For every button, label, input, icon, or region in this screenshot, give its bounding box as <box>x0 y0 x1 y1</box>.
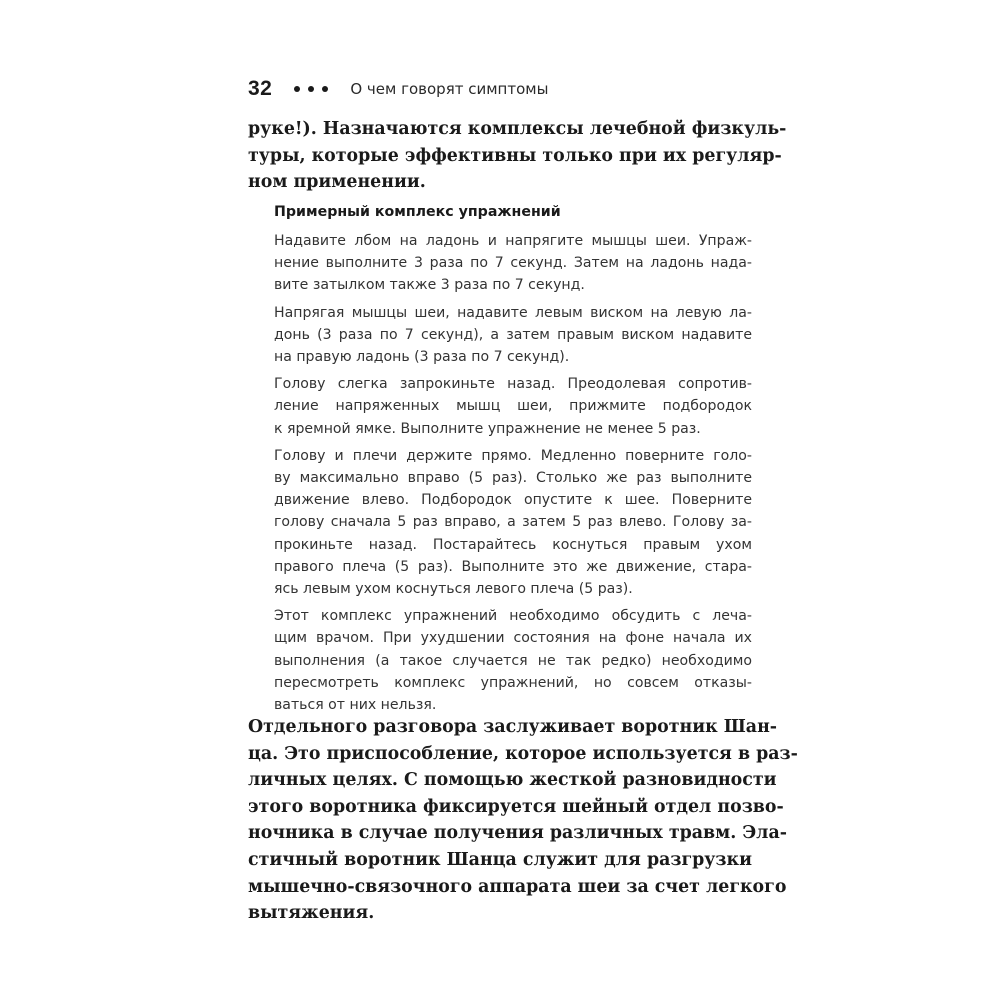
text-line: к яремной ямке. Выполните упражнение не менее 5 раз. <box>274 420 701 437</box>
text-line: Голову и плечи держите прямо. Медленно поверните голо- <box>274 447 752 464</box>
dot-icon <box>308 86 314 92</box>
exercise-paragraph <box>274 230 752 297</box>
text-line: ваться от них нельзя. <box>274 697 437 714</box>
text-line: выполнения (а такое случается не так редко) необходимо <box>274 652 752 669</box>
running-title: О чем говорят симптомы <box>350 80 549 98</box>
exercise-box-title: Примерный комплекс упражнений <box>274 204 561 220</box>
text-line: движение влево. Подбородок опустите к шее. Поверните <box>274 492 752 509</box>
paragraph-top <box>248 116 787 196</box>
exercise-paragraph <box>274 302 752 369</box>
text-line: Этот комплекс упражнений необходимо обсудить с леча- <box>274 608 752 625</box>
exercise-paragraph <box>274 373 752 440</box>
text-line: прокиньте назад. Постарайтесь коснуться правым ухом <box>274 536 752 553</box>
text-line: ночника в случае получения различных травм. Эла- <box>248 823 787 844</box>
dot-icon <box>294 86 300 92</box>
text-line: на правую ладонь (3 раза по 7 секунд). <box>274 349 570 366</box>
exercise-paragraph <box>274 445 752 600</box>
text-line: вытяжения. <box>248 903 375 924</box>
text-line: голову сначала 5 раз вправо, а затем 5 раз влево. Голову за- <box>274 514 752 531</box>
text-line: Напрягая мышцы шеи, надавите левым виском на левую ла- <box>274 304 752 321</box>
text-line: этого воротника фиксируется шейный отдел позво- <box>248 796 784 817</box>
text-line: донь (3 раза по 7 секунд), а затем правым виском надавите <box>274 326 752 343</box>
text-line: Отдельного разговора заслуживает воротник Шан- <box>248 717 778 737</box>
text-line: правого плеча (5 раз). Выполните это же движение, стара- <box>274 558 752 575</box>
text-line: пересмотреть комплекс упражнений, но совсем отказы- <box>274 674 752 691</box>
text-line: нение выполните 3 раза по 7 секунд. Затем на ладонь нада- <box>274 255 752 272</box>
text-line: туры, которые эффективны только при их регуляр- <box>248 145 782 166</box>
running-head <box>248 74 548 104</box>
text-line: вите затылком также 3 раза по 7 секунд. <box>274 277 585 294</box>
text-line: ца. Это приспособление, которое используется в раз- <box>248 743 798 764</box>
text-line: личных целях. С помощью жесткой разновидности <box>248 770 777 791</box>
text-line: щим врачом. При ухудшении состояния на фоне начала их <box>274 630 752 647</box>
text-line: ление напряженных мышц шеи, прижмите подбородок <box>274 398 752 415</box>
text-line: Голову слегка запрокиньте назад. Преодолевая сопротив- <box>274 376 752 393</box>
page-number: 32 <box>248 77 273 100</box>
paragraph-bottom <box>248 714 798 927</box>
separator-dots-icon <box>294 86 328 92</box>
dot-icon <box>322 86 328 92</box>
text-line: ясь левым ухом коснуться левого плеча (5 раз). <box>274 581 633 598</box>
text-line: ву максимально вправо (5 раз). Столько же раз выполните <box>274 470 752 487</box>
exercise-paragraph <box>274 605 752 716</box>
text-line: ном применении. <box>248 172 426 193</box>
text-line: стичный воротник Шанца служит для разгрузки <box>248 849 752 870</box>
text-line: Надавите лбом на ладонь и напрягите мышцы шеи. Упраж- <box>274 233 752 249</box>
exercise-box <box>274 200 752 721</box>
text-line: руке!). Назначаются комплексы лечебной физкуль- <box>248 119 787 139</box>
text-line: мышечно-связочного аппарата шеи за счет легкого <box>248 876 787 897</box>
